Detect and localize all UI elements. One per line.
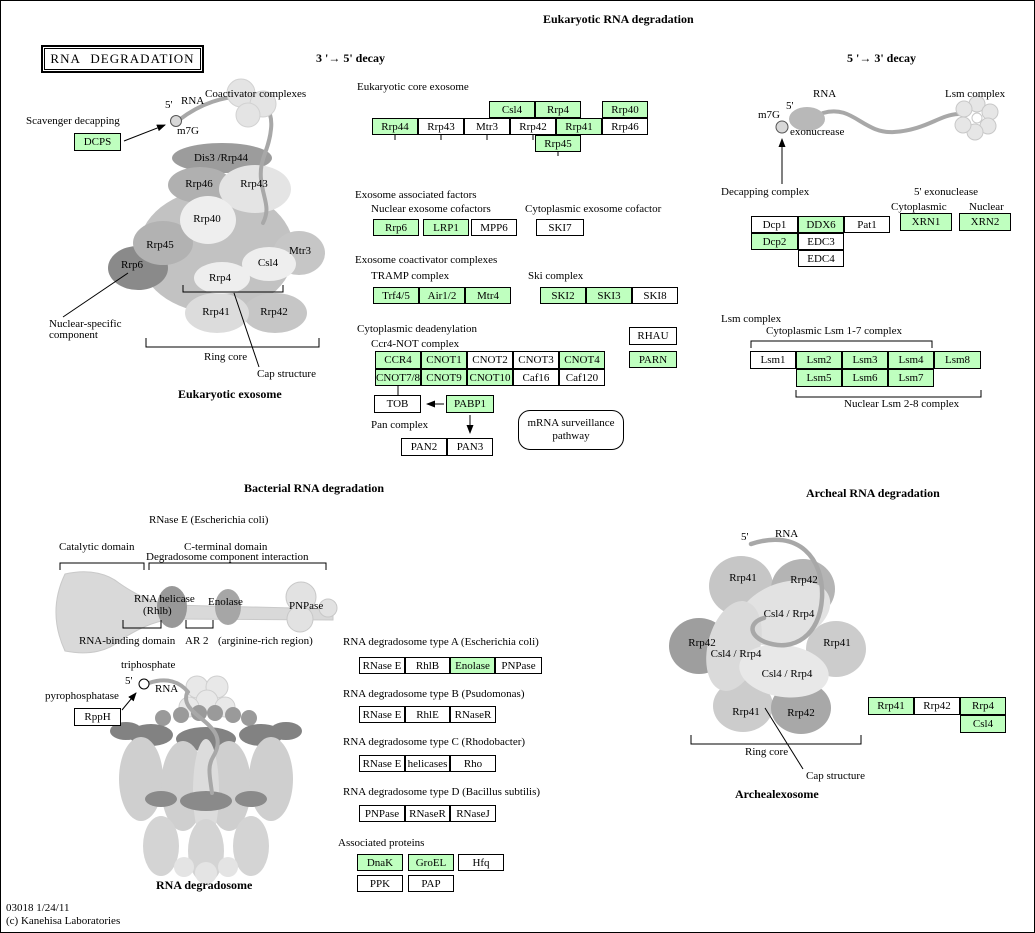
blob-ellipse [956,101,972,117]
label-enolase: Enolase [208,596,243,608]
label-nuclear-exosome-cofactors: Nuclear exosome cofactors [371,203,491,215]
protein-box-xrn1[interactable]: XRN1 [900,213,952,231]
protein-box-rpph[interactable]: RppH [74,708,121,726]
protein-box-ski7[interactable]: SKI7 [536,219,584,236]
protein-box-dcps[interactable]: DCPS [74,133,121,151]
blob-label-rrp42: Rrp42 [688,637,716,649]
protein-box-rrp41[interactable]: Rrp41 [868,697,914,715]
protein-box-dnak[interactable]: DnaK [357,854,403,871]
protein-box-air1-2[interactable]: Air1/2 [419,287,465,304]
label-lsm-complex: Lsm complex [945,88,1006,100]
protein-box-enolase[interactable]: Enolase [450,657,495,674]
protein-box-lsm4[interactable]: Lsm4 [888,351,934,369]
label-decapping-complex: Decapping complex [721,186,810,198]
blob-label-rrp4: Rrp4 [209,272,231,284]
section-title-eukaryotic-exosome: Eukaryotic exosome [178,387,282,401]
label-tramp-complex: TRAMP complex [371,270,450,282]
blob-ellipse [218,857,238,877]
protein-box-rhlb[interactable]: RhlB [405,657,450,674]
blob-ellipse [249,737,293,821]
protein-box-rnase-e[interactable]: RNase E [359,657,405,674]
blob-label-mtr3: Mtr3 [289,245,311,257]
protein-box-rrp42[interactable]: Rrp42 [510,118,556,135]
protein-box-edc3[interactable]: EDC3 [798,233,844,250]
blob-label-rrp45: Rrp45 [146,239,174,251]
blob-ellipse [174,857,194,877]
map-footer [6,902,120,927]
label-5-exonuclease: 5' exonuclease [914,186,978,198]
protein-box-rhau[interactable]: RHAU [629,327,677,345]
protein-box-lsm8[interactable]: Lsm8 [934,351,981,369]
label-coactivator-complexes: Coactivator complexes [205,88,307,100]
blob-ellipse [955,117,971,133]
blob-label-rrp42: Rrp42 [787,707,815,719]
section-title-archeal-rna-degradation: Archeal RNA degradation [806,486,940,500]
blob-label-csl4-rrp4: Csl4 / Rrp4 [761,668,813,680]
label-lsm-complex: Lsm complex [721,313,782,325]
connector-line [751,341,932,348]
label-ccr4-not-complex: Ccr4-NOT complex [371,338,460,350]
label-5: 5' [786,100,794,112]
blob-ellipse [236,103,260,127]
blob-label-csl4-rrp4: Csl4 / Rrp4 [710,648,762,660]
label-rna-binding-domain: RNA-binding domain [79,635,176,647]
protein-box-ccr4[interactable]: CCR4 [375,351,421,369]
protein-box-rrp4[interactable]: Rrp4 [535,101,581,118]
protein-box-pan3[interactable]: PAN3 [447,438,493,456]
label-component: component [49,329,98,341]
blob-label-rrp42: Rrp42 [790,574,818,586]
connector-line [691,735,861,744]
label-ring-core: Ring core [745,746,789,758]
protein-box-parn[interactable]: PARN [629,351,677,368]
protein-box-lsm2[interactable]: Lsm2 [796,351,842,369]
protein-box-rrp41[interactable]: Rrp41 [556,118,602,135]
label-exonucrease: exonucrease [790,126,845,138]
protein-box-rnasej[interactable]: RNaseJ [450,805,496,822]
blob-label-csl4: Csl4 [257,257,279,269]
label-rna-degradosome-type-d-bacillus-subtilis: RNA degradosome type D (Bacillus subtilis) [343,786,541,798]
label-rhlb: (Rhlb) [143,605,172,617]
protein-box-ski8[interactable]: SKI8 [632,287,678,304]
protein-box-xrn2[interactable]: XRN2 [959,213,1011,231]
section-title-archealexosome: Archealexosome [735,787,819,801]
protein-box-rrp4[interactable]: Rrp4 [960,697,1006,715]
connector-line [149,563,326,570]
protein-box-cnot4[interactable]: CNOT4 [559,351,605,369]
map-id: 03018 1/24/11 [6,902,70,914]
pathway-title-box[interactable] [41,45,204,73]
label-rna-degradosome-type-c-rhodobacter: RNA degradosome type C (Rhodobacter) [343,736,526,748]
blob-ellipse [982,104,998,120]
label-nuclear-specific: Nuclear-specific [49,318,122,330]
protein-box-cnot9[interactable]: CNOT9 [421,369,467,386]
protein-box-rrp42[interactable]: Rrp42 [914,697,960,715]
protein-box-lsm6[interactable]: Lsm6 [842,369,888,387]
label-cytoplasmic-lsm-1-7-complex: Cytoplasmic Lsm 1-7 complex [766,325,902,337]
label-ski-complex: Ski complex [528,270,584,282]
blob-label-rrp41: Rrp41 [729,572,757,584]
blob-ellipse [139,679,149,689]
protein-box-rrp45[interactable]: Rrp45 [535,135,581,152]
blob-ellipse [143,816,179,876]
protein-box-pan2[interactable]: PAN2 [401,438,447,456]
label-5: 5' [125,675,133,687]
protein-box-pnpase[interactable]: PNPase [359,805,405,822]
protein-box-lsm1[interactable]: Lsm1 [750,351,796,369]
protein-box-ddx6[interactable]: DDX6 [798,216,844,233]
protein-box-pnpase[interactable]: PNPase [495,657,542,674]
copyright: (c) Kanehisa Laboratories [6,914,121,927]
protein-box-rrp40[interactable]: Rrp40 [602,101,648,118]
label-cytoplasmic-deadenylation: Cytoplasmic deadenylation [357,323,478,335]
blob-ellipse [241,710,257,726]
label-rna: RNA [775,528,799,540]
protein-box-dcp2[interactable]: Dcp2 [751,233,798,250]
protein-box-trf4-5[interactable]: Trf4/5 [373,287,419,304]
protein-box-ski2[interactable]: SKI2 [540,287,586,304]
protein-box-lrp1[interactable]: LRP1 [423,219,469,236]
mrna-node-line1: mRNA surveillance [527,416,615,429]
blob-ellipse [233,816,269,876]
protein-box-lsm5[interactable]: Lsm5 [796,369,842,387]
protein-box-lsm7[interactable]: Lsm7 [888,369,934,387]
protein-box-cnot7-8[interactable]: CNOT7/8 [375,369,421,386]
label-nuclear: Nuclear [969,201,1004,213]
protein-box-rnase-e[interactable]: RNase E [359,755,405,772]
protein-box-rrp43[interactable]: Rrp43 [418,118,464,135]
label-rna-degradosome-type-a-escherichia-coli: RNA degradosome type A (Escherichia coli) [343,636,539,648]
protein-box-groel[interactable]: GroEL [408,854,454,871]
blob-ellipse [776,121,788,133]
protein-box-rnaser[interactable]: RNaseR [405,805,450,822]
mrna-node-line2: pathway [552,430,590,442]
protein-box-cnot10[interactable]: CNOT10 [467,369,513,386]
protein-box-rnase-e[interactable]: RNase E [359,706,405,723]
label-triphosphate: triphosphate [121,659,176,671]
protein-box-cnot2[interactable]: CNOT2 [467,351,513,369]
blob-ellipse [173,707,189,723]
label-pyrophosphatase: pyrophosphatase [45,690,119,702]
blob-label-rrp40: Rrp40 [193,213,221,225]
label-eukaryotic-core-exosome: Eukaryotic core exosome [357,81,469,93]
protein-box-rrp6[interactable]: Rrp6 [373,219,419,236]
label-cytoplasmic-exosome-cofactor: Cytoplasmic exosome cofactor [525,203,662,215]
label-m7g: m7G [758,109,780,121]
arrow [122,693,136,710]
blob-label-rrp41: Rrp41 [823,637,851,649]
protein-box-pat1[interactable]: Pat1 [844,216,890,233]
label-rna: RNA [813,88,837,100]
label-degradosome-component-interaction: Degradosome component interaction [146,551,309,563]
label-c-terminal-domain: C-terminal domain [184,541,268,553]
connector-line [146,338,319,347]
protein-box-ski3[interactable]: SKI3 [586,287,632,304]
protein-box-caf16[interactable]: Caf16 [513,369,559,386]
label-rnase-e-escherichia-coli: RNase E (Escherichia coli) [149,514,269,526]
blob-ellipse [235,791,267,807]
protein-box-rhle[interactable]: RhlE [405,706,450,723]
protein-box-rnaser[interactable]: RNaseR [450,706,496,723]
protein-box-caf120[interactable]: Caf120 [559,369,605,386]
label-ring-core: Ring core [204,351,248,363]
label-pnpase: PNPase [289,600,324,612]
section-title-5-3-decay: 5 '→ 3' decay [847,51,916,65]
label-scavenger-decapping: Scavenger decapping [26,115,120,127]
protein-box-pabp1[interactable]: PABP1 [446,395,494,413]
label-5: 5' [741,531,749,543]
label-pan-complex: Pan complex [371,419,429,431]
section-title-bacterial-rna-degradation: Bacterial RNA degradation [244,481,384,495]
blob-ellipse [225,707,241,723]
section-title-3-5-decay: 3 '→ 5' decay [316,51,385,65]
label-5: 5' [165,99,173,111]
blob-label-rrp41: Rrp41 [202,306,230,318]
protein-box-mtr4[interactable]: Mtr4 [465,287,511,304]
section-title-rna-degradosome: RNA degradosome [156,878,253,892]
arrow [124,125,165,141]
pathway-title: RNA DEGRADATION [44,48,201,70]
protein-box-helicases[interactable]: helicases [405,755,450,772]
label-cytoplasmic: Cytoplasmic [891,201,947,213]
connector-line [186,620,213,628]
label-rna-helicase: RNA helicase [134,593,195,605]
protein-box-lsm3[interactable]: Lsm3 [842,351,888,369]
blob-ellipse [155,710,171,726]
protein-box-tob[interactable]: TOB [374,395,421,413]
label-rna-degradosome-type-b-psudomonas: RNA degradosome type B (Psudomonas) [343,688,525,700]
blob-ellipse [207,705,223,721]
label-ar-2: AR 2 [185,635,209,647]
protein-box-cnot1[interactable]: CNOT1 [421,351,467,369]
connector-line [796,390,981,397]
protein-box-csl4[interactable]: Csl4 [489,101,535,118]
protein-box-ppk[interactable]: PPK [357,875,403,892]
label-exosome-coactivator-complexes: Exosome coactivator complexes [355,254,498,266]
label-catalytic-domain: Catalytic domain [59,541,135,553]
blob-label-dis3-rrp44: Dis3 /Rrp44 [193,152,249,164]
label-cap-structure: Cap structure [257,368,316,380]
protein-box-csl4[interactable]: Csl4 [960,715,1006,733]
label-rna: RNA [155,683,179,695]
blob-label-rrp43: Rrp43 [240,178,268,190]
label-associated-proteins: Associated proteins [338,837,425,849]
label-m7g: m7G [177,125,199,137]
mrna-surveillance-pathway-node[interactable] [518,410,624,450]
blob-label-rrp42: Rrp42 [260,306,288,318]
blob-label-csl4-rrp4: Csl4 / Rrp4 [763,608,815,620]
protein-box-pap[interactable]: PAP [408,875,454,892]
protein-box-rrp46[interactable]: Rrp46 [602,118,648,135]
blob-ellipse [972,113,982,123]
blob-ellipse [119,737,163,821]
blob-label-rrp6: Rrp6 [121,259,143,271]
label-cap-structure: Cap structure [806,770,865,782]
protein-box-dcp1[interactable]: Dcp1 [751,216,798,233]
protein-box-cnot3[interactable]: CNOT3 [513,351,559,369]
label-arginine-rich-region: (arginine-rich region) [218,635,313,647]
connector-line [60,563,144,570]
section-title-eukaryotic-rna-degradation: Eukaryotic RNA degradation [543,12,694,26]
blob-ellipse [180,791,232,811]
protein-box-edc4[interactable]: EDC4 [798,250,844,267]
label-exosome-associated-factors: Exosome associated factors [355,189,477,201]
blob-ellipse [145,791,177,807]
protein-box-rho[interactable]: Rho [450,755,496,772]
protein-box-hfq[interactable]: Hfq [458,854,504,871]
protein-box-rrp44[interactable]: Rrp44 [372,118,418,135]
blob-label-rrp41: Rrp41 [732,706,760,718]
label-nuclear-lsm-2-8-complex: Nuclear Lsm 2-8 complex [844,398,960,410]
connector-line [63,273,128,317]
label-rna: RNA [181,95,205,107]
blob-label-rrp46: Rrp46 [185,178,213,190]
protein-box-mtr3[interactable]: Mtr3 [464,118,510,135]
protein-box-mpp6[interactable]: MPP6 [471,219,517,236]
